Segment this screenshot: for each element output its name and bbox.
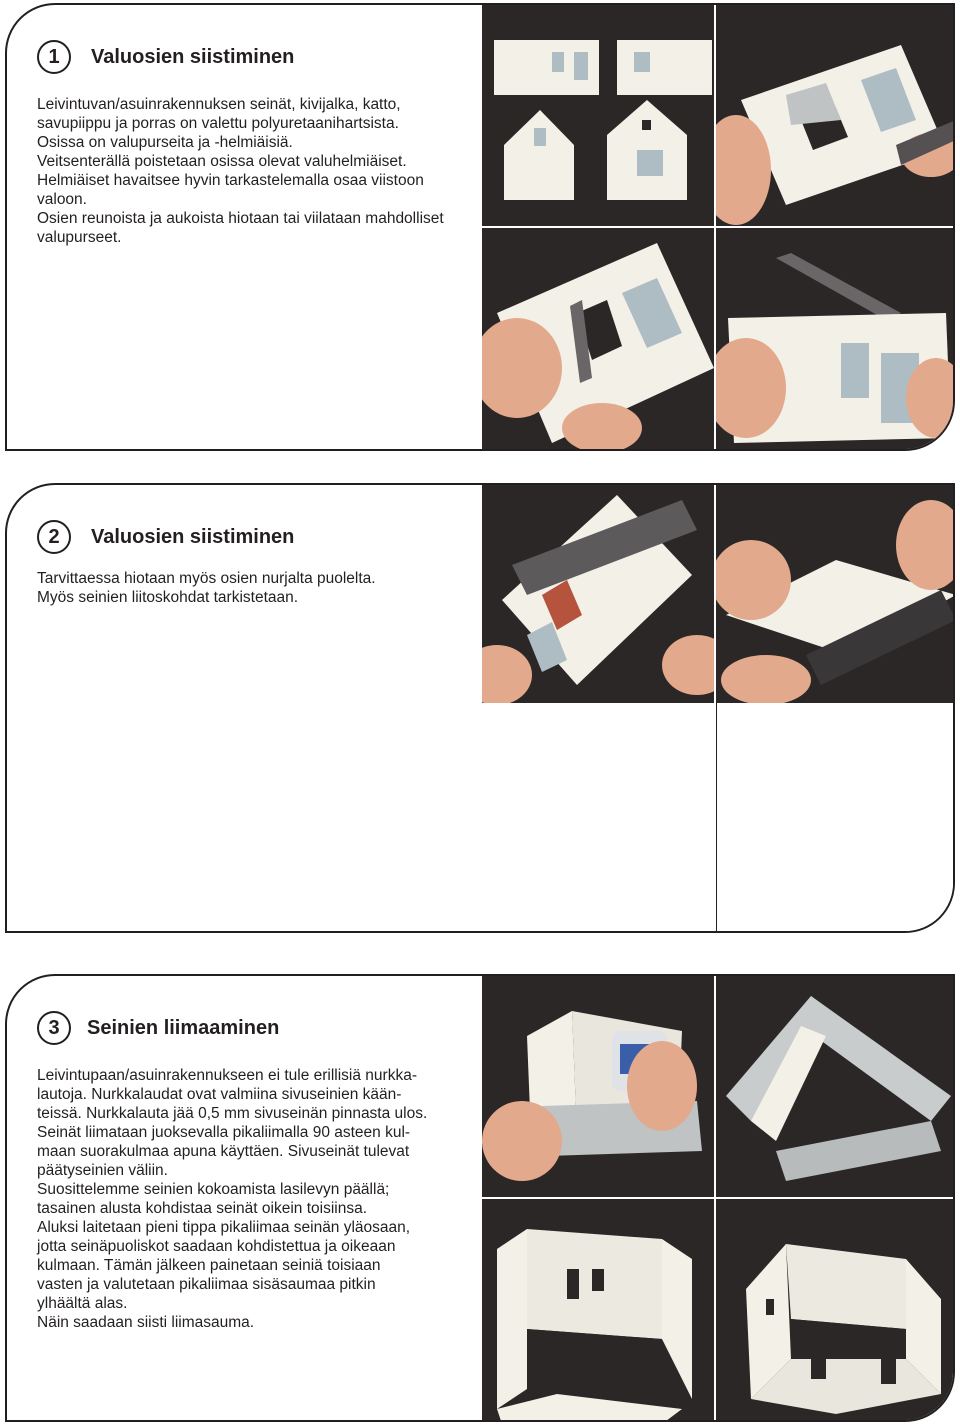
text-line: Aluksi laitetaan pieni tippa pikaliimaa seinän yläosaan, — [37, 1219, 411, 1236]
step-2-header — [37, 520, 294, 554]
photo-assembled-walls — [716, 1199, 955, 1422]
text-line: Näin saadaan siisti liimasauma. — [37, 1314, 255, 1331]
text-line: Myös seinien liitoskohdat tarkistetaan. — [37, 589, 299, 606]
empty-photo-slot — [716, 703, 955, 933]
text-line: Tarvittaessa hiotaan myös osien nurjalta puolelta. — [37, 570, 376, 587]
empty-photo-slot — [482, 703, 716, 933]
step-3-number-badge: 3 — [37, 1011, 71, 1045]
text-line: Leivintuvan/asuinrakennuksen seinät, kivijalka, katto, — [37, 96, 401, 113]
text-line: Seinät liimataan juoksevalla pikaliimalla 90 asteen kul- — [37, 1124, 411, 1141]
text-line: maan suorakulmaa apuna käyttäen. Sivuseinät tulevat — [37, 1143, 410, 1160]
step-1-number-badge: 1 — [37, 40, 71, 74]
text-line: tasainen alusta kohdistaa seinät oikein toisiinsa. — [37, 1200, 368, 1217]
step-3-header — [37, 1011, 279, 1045]
step-1-photos — [482, 5, 953, 449]
wall-parts-illustration — [482, 5, 714, 226]
photo-knife-trimming — [716, 5, 955, 226]
step-3-photos — [482, 976, 953, 1420]
file-edge-illustration — [716, 228, 955, 451]
text-line: lautoja. Nurkkalaudat ovat valmiina sivuseinien kään- — [37, 1086, 402, 1103]
sanding-back-illustration — [482, 485, 714, 703]
photo-three-walls — [482, 1199, 714, 1422]
photo-wall-parts — [482, 5, 714, 226]
step-1-title: Valuosien siistiminen — [91, 45, 295, 68]
step-2-title: Valuosien siistiminen — [91, 525, 295, 548]
text-line: Suosittelemme seinien kokoamista lasilevyn päällä; — [37, 1181, 390, 1198]
text-line: Osissa on valupurseita ja -helmiäisiä. — [37, 134, 293, 151]
text-line: savupiippu ja porras on valettu polyuretaanihartsista. — [37, 115, 399, 132]
photo-square-corner — [716, 976, 955, 1197]
step-3-title: Seinien liimaaminen — [87, 1016, 280, 1039]
step-2-number-badge: 2 — [37, 520, 71, 554]
text-line: teissä. Nurkkalauta jää 0,5 mm sivuseinän pinnasta ulos. — [37, 1105, 428, 1122]
step-1-text — [37, 95, 462, 247]
text-line: valupurseet. — [37, 229, 122, 246]
text-line: valoon. — [37, 191, 87, 208]
step-2-panel — [5, 483, 955, 933]
square-corner-illustration — [716, 976, 955, 1197]
photo-file-edge — [716, 228, 955, 451]
step-3-panel — [5, 974, 955, 1422]
text-line: Helmiäiset havaitsee hyvin tarkastelemalla osaa viistoon — [37, 172, 424, 189]
glueing-corner-illustration — [482, 976, 714, 1197]
text-line: kulmaan. Tämän jälkeen painetaan seiniä toisiaan — [37, 1257, 381, 1274]
assembled-walls-illustration — [716, 1199, 955, 1422]
text-line: ylhäältä alas. — [37, 1295, 128, 1312]
text-line: Osien reunoista ja aukoista hiotaan tai viilataan mahdolliset — [37, 210, 444, 227]
text-line: Veitsenterällä poistetaan osissa olevat valuhelmiäiset. — [37, 153, 407, 170]
text-line: Leivintupaan/asuinrakennukseen ei tule erillisiä nurkka- — [37, 1067, 417, 1084]
photo-glueing-corner — [482, 976, 714, 1197]
text-line: jotta seinäpuoliskot saadaan kohdistettua ja oikeaan — [37, 1238, 396, 1255]
step-1-header — [37, 40, 294, 74]
step-3-text — [37, 1066, 462, 1332]
photo-sanding-joint — [716, 485, 955, 703]
photo-sanding-back — [482, 485, 714, 703]
step-2-text — [37, 569, 462, 607]
text-line: vasten ja valutetaan pikaliimaa sisäsaumaa pitkin — [37, 1276, 376, 1293]
three-walls-illustration — [482, 1199, 714, 1422]
photo-file-door — [482, 228, 714, 451]
step-1-panel — [5, 3, 955, 451]
sanding-joint-illustration — [716, 485, 955, 703]
knife-trimming-illustration — [716, 5, 955, 226]
file-door-illustration — [482, 228, 714, 451]
step-2-photos — [482, 485, 953, 931]
text-line: päätyseinien väliin. — [37, 1162, 168, 1179]
